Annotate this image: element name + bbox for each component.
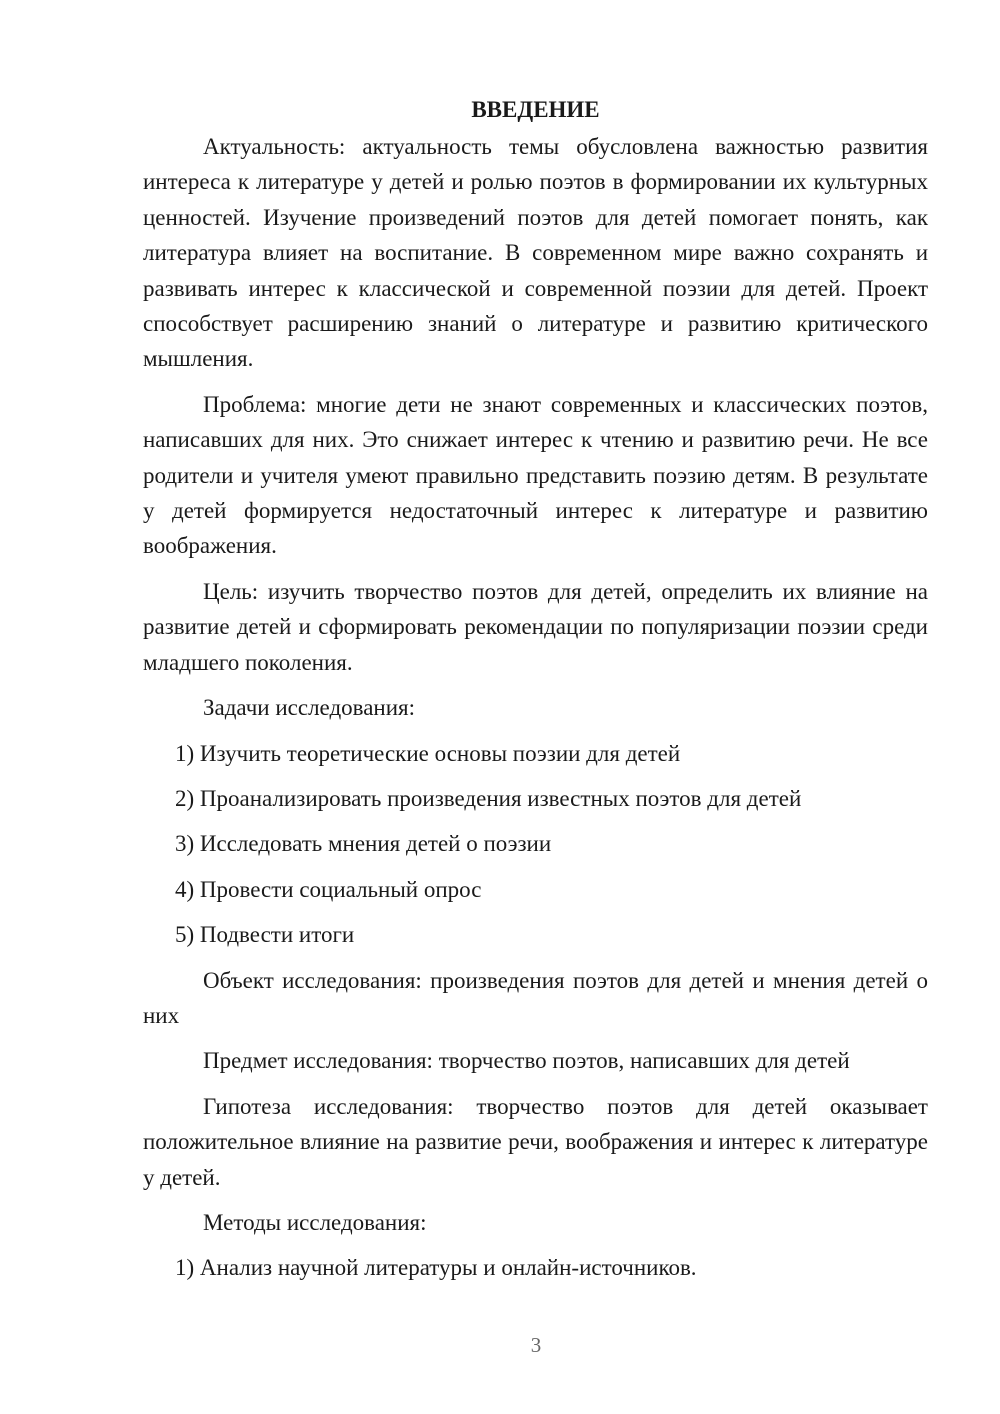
methods-heading: Методы исследования: (203, 1209, 427, 1235)
tasks-heading: Задачи исследования: (203, 695, 416, 721)
relevance-paragraph: Актуальность: актуальность темы обусловлена важностью развития интереса к литературе у детей и ролью поэтов в формировании их культурных ценностей. Изучение произведений поэтов для детей помогает понять, как литература влияет на воспитание. В современном мире важно сохранять и развивать интерес к классической и современной поэзии для детей. Проект способствует расширению знаний о литературе и развитию критического мышления. (143, 134, 928, 372)
object-paragraph: Объект исследования: произведения поэтов для детей и мнения детей о них (143, 967, 928, 1028)
task-item: 5) Подвести итоги (175, 922, 355, 948)
task-item: 3) Исследовать мнения детей о поэзии (175, 831, 552, 857)
task-item: 1) Изучить теоретические основы поэзии для детей (175, 740, 681, 766)
method-item: 1) Анализ научной литературы и онлайн-источников. (175, 1255, 697, 1281)
problem-paragraph: Проблема: многие дети не знают современных и классических поэтов, написавших для них. Это снижает интерес к чтению и развитию речи. Не все родители и учителя умеют правильно представить поэзию детям. В результате у детей формируется недостаточный интерес к литературе и развитию воображения. (143, 391, 928, 559)
document-page (143, 92, 928, 1296)
task-item: 4) Провести социальный опрос (175, 876, 482, 902)
subject-paragraph: Предмет исследования: творчество поэтов, написавших для детей (203, 1048, 850, 1074)
goal-paragraph: Цель: изучить творчество поэтов для детей, определить их влияние на развитие детей и сформировать рекомендации по популяризации поэзии среди младшего поколения. (143, 578, 928, 675)
page-number: 3 (530, 1333, 542, 1357)
task-item: 2) Проанализировать произведения известных поэтов для детей (175, 785, 802, 811)
section-title: ВВЕДЕНИЕ (471, 97, 600, 122)
hypothesis-paragraph: Гипотеза исследования: творчество поэтов для детей оказывает положительное влияние на развитие речи, воображения и интерес к литературе у детей. (143, 1093, 928, 1190)
